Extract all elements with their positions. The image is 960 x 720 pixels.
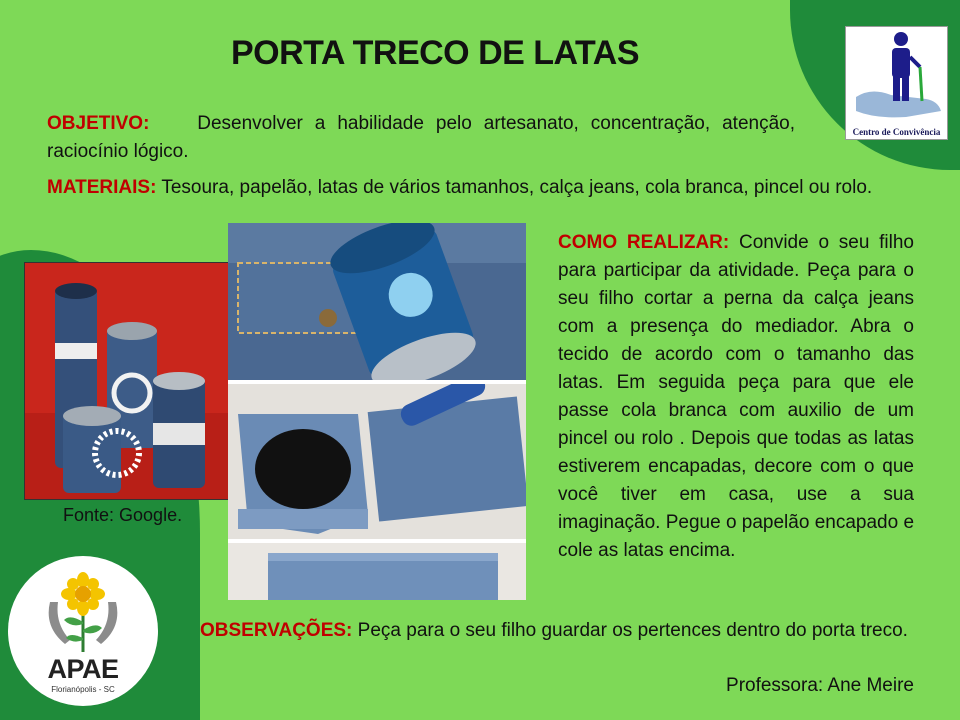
step-photos — [228, 223, 526, 600]
finished-cans-photo — [24, 262, 230, 500]
como-realizar-text: Convide o seu filho para participar da atividade. Peça para o seu filho cortar a perna da calça jeans com a presença do mediador. Abra o tecido de acordo com o tamanho das latas. Em seguida peça para que ele passe cola branca com auxilio de um pincel ou rolo . Depois que todas as latas estiverem encapadas, decore com o que você tiver em casa, use a sua imaginação. Pegue o papelão encapado e cole as latas encima. — [558, 232, 915, 561]
materiais-paragraph — [47, 174, 883, 202]
como-realizar-paragraph — [558, 229, 914, 565]
objetivo-text: Desenvolver a habilidade pelo artesanato, concentração, atenção, raciocínio lógico. — [47, 113, 795, 162]
step-photo-wrapping-can — [228, 384, 526, 539]
step-photo-cutting-fabric — [228, 543, 526, 600]
como-realizar-label: COMO REALIZAR: — [558, 232, 730, 253]
objetivo-paragraph — [47, 110, 795, 166]
objetivo-label: OBJETIVO: — [47, 113, 150, 134]
observacoes-label: OBSERVAÇÕES: — [200, 620, 353, 641]
apae-sunflower-icon — [40, 572, 126, 658]
elderly-person-icon — [846, 27, 949, 127]
slide-title: PORTA TRECO DE LATAS — [230, 34, 640, 72]
centro-logo-caption: Centro de Convivência — [852, 127, 941, 137]
apae-logo-city: Florianópolis - SC — [51, 685, 115, 694]
observacoes-text: Peça para o seu filho guardar os pertences dentro do porta treco. — [357, 620, 908, 641]
materiais-text: Tesoura, papelão, latas de vários tamanhos, calça jeans, cola branca, pincel ou rolo. — [161, 177, 873, 198]
centro-convivencia-logo — [845, 26, 948, 140]
materiais-label: MATERIAIS: — [47, 177, 157, 198]
observacoes-paragraph — [200, 617, 914, 645]
teacher-credit: Professora: Ane Meire — [726, 675, 914, 696]
apae-logo-name: APAE — [47, 654, 119, 684]
source-caption: Fonte: Google. — [63, 505, 183, 525]
step-photo-can-on-jeans — [228, 223, 526, 380]
